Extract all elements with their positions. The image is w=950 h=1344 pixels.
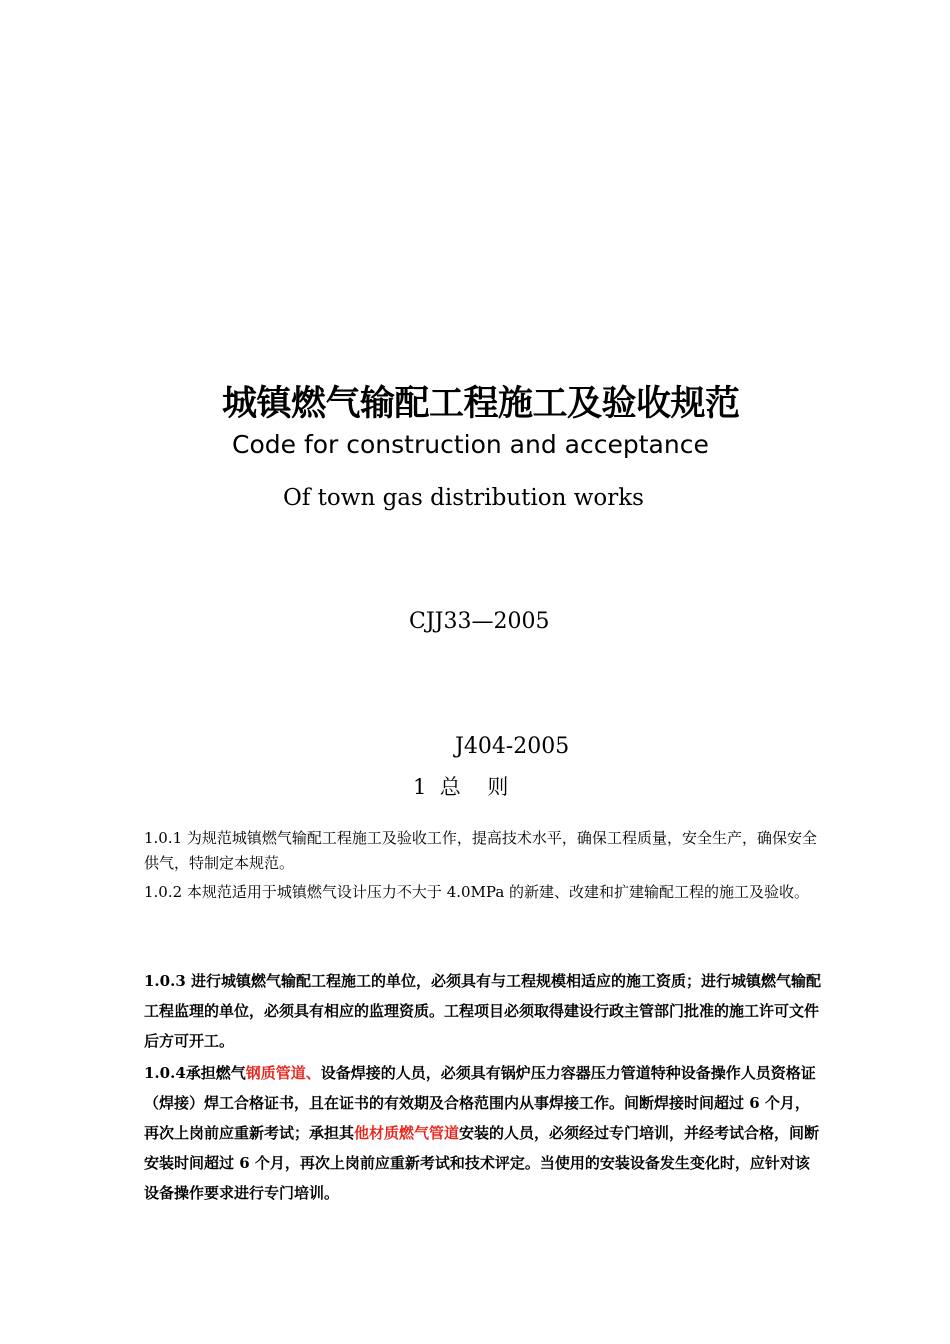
clause-1-0-4-text-1: 1.0.4承担燃气 (144, 1064, 246, 1082)
record-code: J404-2005 (455, 734, 570, 759)
clause-1-0-2: 1.0.2 本规范适用于城镇燃气设计压力不大于 4.0MPa 的新建、改建和扩建输配工程的施工及验收。 (144, 883, 810, 901)
document-title-english-line-2: Of town gas distribution works (283, 485, 644, 511)
chapter-heading: 1 总 则 (413, 775, 509, 799)
clause-1-0-4-text-3: 安装的人员，必须经过专门培训，并经考试合格，间断安装时间超过 6 个月，再次上岗前应重新考试和技术评定。当使用的安装设备发生变化时，应针对该设备操作要求进行专门培训。 (144, 1124, 820, 1202)
standard-code: CJJ33—2005 (409, 609, 550, 634)
clause-1-0-4-highlight-steel-pipe: 钢质管道、 (245, 1064, 321, 1082)
clause-1-0-1: 1.0.1 为规范城镇燃气输配工程施工及验收工作，提高技术水平，确保工程质量，安全生产，确保安全供气，特制定本规范。 (144, 829, 817, 872)
document-title-chinese: 城镇燃气输配工程施工及验收规范 (222, 383, 740, 424)
clause-1-0-4-text-2: 设备焊接的人员，必须具有锅炉压力容器压力管道特种设备操作人员资格证（焊接）焊工合格证书，且在证书的有效期及合格范围内从事焊接工作。间断焊接时间超过 6 个月，再次上岗前应重新考试；承担其 (144, 1064, 816, 1142)
document-title-english-line-1: Code for construction and acceptance (232, 430, 709, 459)
clause-1-0-4 (144, 1058, 824, 1208)
clause-1-0-3: 1.0.3 进行城镇燃气输配工程施工的单位，必须具有与工程规模相适应的施工资质；进行城镇燃气输配工程监理的单位，必须具有相应的监理资质。工程项目必须取得建设行政主管部门批准的施工许可文件后方可开工。 (144, 972, 821, 1050)
clause-1-0-4-highlight-other-material-pipe: 他材质燃气管道 (354, 1124, 460, 1142)
